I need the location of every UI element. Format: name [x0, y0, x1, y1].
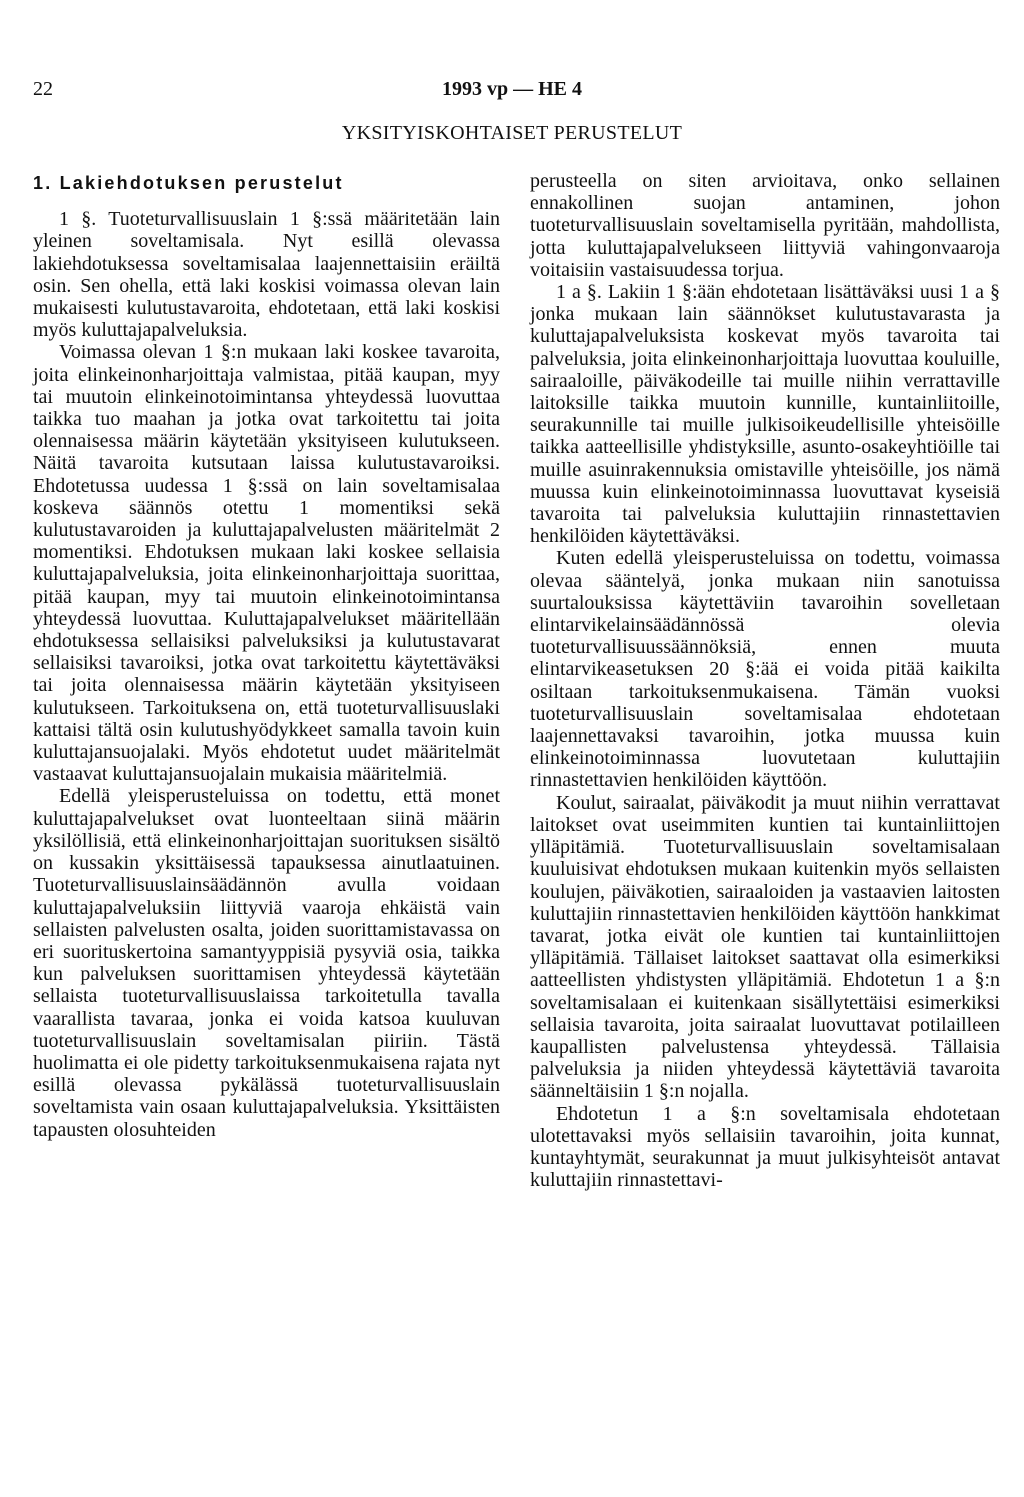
paragraph: Edellä yleisperusteluissa on todettu, että monet kuluttajapalvelukset ovat luonteeltaan siinä määrin yksilöllisiä, että elinkeinonharjoittajan suorituksen sisältö on kussakin yksittäisessä tapauksessa ainutlaatuinen. Tuoteturvallisuuslainsäädännön avulla voidaan kuluttajapalveluksiin liittyviä vaaroja ehkäistä vain sellaisten palvelusten osalta, joiden suorittamistavassa on eri suorituskertoina samantyyppisiä pysyviä osia, taikka kun palveluksen suorittamisen yhteydessä käytetään sellaista tuoteturvallisuuslaissa tarkoitetulla tavalla vaarallista tavaraa, jonka ei voida katsoa kuuluvan tuoteturvallisuuslain soveltamisalan piiriin. Tästä huolimatta ei ole pidetty tarkoituksenmukaisena rajata nyt esillä olevassa pykälässä tuoteturvallisuuslain soveltamista vain osaan kuluttajapalveluksia. Yksittäisten tapausten olosuhteiden: [33, 785, 500, 1141]
paragraph-continued: perusteella on siten arvioitava, onko sellainen ennakollinen suojan antaminen, johon tuoteturvallisuuslain soveltamisella pyritään, mahdollista, jotta kuluttajapalvelukseen liittyviä vahingonvaaroja voitaisiin vastaisuudessa torjua.: [530, 170, 1000, 281]
section-title: YKSITYISKOHTAISET PERUSTELUT: [341, 122, 683, 144]
paragraph: 1 a §. Lakiin 1 §:ään ehdotetaan lisättäväksi uusi 1 a § jonka mukaan lain säännökset kulutustavarasta ja kuluttajapalveluksista koskevat myös tavaroita tai palveluksia, joita elinkeinonharjoittaja luovuttaa kouluille, sairaaloille, päiväkodeille tai muille niihin verrattaville laitoksille taikka muutoin kunnille, kuntainliitoille, seurakunnille tai muille julkisoikeudellisille yhteisöille taikka aatteellisille yhdistyksille, asunto-osakeyhtiöille tai muille asuinrakennuksia omistaville yhteisöille, jos nämä muussa kuin elinkeinotoiminnassa luovuttavat kyseisiä tavaroita tai palveluksia kuluttajiin rinnastettavien henkilöiden käytettäväksi.: [530, 281, 1000, 548]
right-column: [530, 170, 1000, 1191]
subheading: 1. Lakiehdotuksen perustelut: [33, 173, 344, 193]
paragraph: Voimassa olevan 1 §:n mukaan laki koskee tavaroita, joita elinkeinonharjoittaja valmistaa, pitää kaupan, myy tai muutoin elinkeinotoimintansa yhteydessä luovuttaa taikka tuo maahan ja jotka ovat tarkoitettu tai joita olennaisessa määrin käytetään yksityiseen kulutukseen. Näitä tavaroita kutsutaan laissa kulutustavaroiksi. Ehdotetussa uudessa 1 §:ssä on lain soveltamisalaa koskeva säännös otettu 1 momentiksi sekä kulutustavaroiden ja kuluttajapalvelusten määritelmät 2 momentiksi. Ehdotuksen mukaan laki koskee sellaisia kuluttajapalveluksia, joita elinkeinonharjoittaja suorittaa, pitää kaupan, myy tai muutoin elinkeinotoimintansa yhteydessä luovuttaa. Kuluttajapalvelukset määritellään ehdotuksessa sellaisiksi palveluksiksi ja kulutustavarat sellaisiksi tavaroiksi, jotka ovat tarkoitettu käytettäväksi tai joita olennaisessa määrin käytetään yksityiseen kulutukseen. Tarkoituksena on, että tuoteturvallisuuslaki kattaisi tältä osin kulutushyödykkeet samalla tavoin kuin kuluttajansuojalaki. Myös ehdotetut uudet määritelmät vastaavat kuluttajansuojalain mukaisia määritelmiä.: [33, 341, 500, 786]
paragraph: 1 §. Tuoteturvallisuuslain 1 §:ssä määritetään lain yleinen soveltamisala. Nyt esillä olevassa lakiehdotuksessa soveltamisalaa laajennettaisiin eräiltä osin. Sen ohella, että laki koskisi voimassa olevan lain mukaisesti kulutustavaroita, ehdotetaan, että laki koskisi myös kuluttajapalveluksia.: [33, 208, 500, 342]
page-number: 22: [33, 78, 53, 100]
paragraph: Ehdotetun 1 a §:n soveltamisala ehdotetaan ulotettavaksi myös sellaisiin tavaroihin, joita kunnat, kuntayhtymät, seurakunnat ja muut julkisyhteisöt antavat kuluttajiin rinnastettavi-: [530, 1102, 1000, 1192]
left-column: [33, 170, 500, 1141]
page-header: [0, 78, 1024, 102]
paragraph: Koulut, sairaalat, päiväkodit ja muut niihin verrattavat laitokset ovat useimmiten kuntien tai kuntainliittojen ylläpitämiä. Tuoteturvallisuuslain soveltamisalaan kuuluisivat ehdotuksen mukaan kuitenkin myös sellaisten koulujen, päiväkotien, sairaaloiden ja vastaavien laitosten kuluttajiin rinnastettavien henkilöiden käyttöön hankkimat tavarat, jotka eivät ole kuntien tai kuntainliittojen ylläpitämiä. Tällaiset laitokset saattavat olla esimerkiksi aatteellisten yhdistysten ylläpitämiä. Ehdotetun 1 a §:n soveltamisalaan ei kuitenkaan sisällytettäisi esimerkiksi sellaisia tavaroita, joita sairaalat luovuttavat potilailleen kaupallisten palvelustensa yhteydessä. Tällaisia palveluksia ja niiden yhteydessä käytettäviä tavaroita säänneltäisiin 1 §:n nojalla.: [530, 791, 1000, 1103]
running-head: 1993 vp — HE 4: [441, 78, 583, 100]
paragraph: Kuten edellä yleisperusteluissa on todettu, voimassa olevaa sääntelyä, jonka mukaan niin sanotuissa suurtalouksissa käytettäviin tavaroihin sovelletaan elintarvikelainsäädännössä olevia tuoteturvallisuussäännöksiä, ennen muuta elintarvikeasetuksen 20 §:ää ei voida pitää kaikilta osiltaan tarkoituksenmukaisena. Tämän vuoksi tuoteturvallisuuslain soveltamisalaa ehdotetaan laajennettavaksi tavaroihin, jotka muussa kuin elinkeinotoiminnassa luovutetaan kuluttajiin rinnastettavien henkilöiden käyttöön.: [530, 547, 1000, 792]
